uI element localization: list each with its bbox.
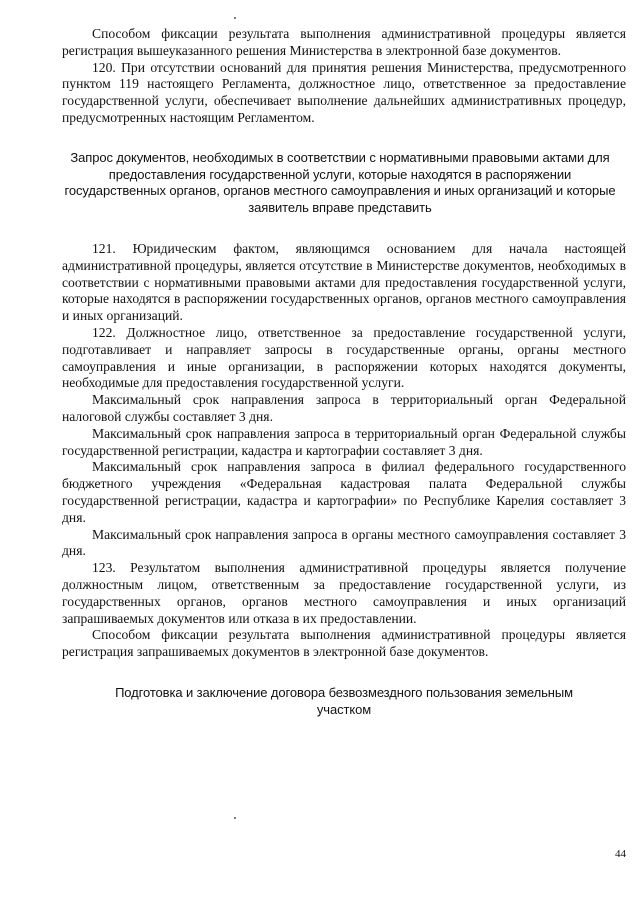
section-heading: Подготовка и заключение договора безвозмездного пользования земельным участком <box>115 684 573 717</box>
paragraph: 120. При отсутствии оснований для принятия решения Министерства, предусмотренного пунктом 119 настоящего Регламента, должностное лицо, ответственное за предоставление государственной услуги, обеспечивает выполнение дальнейших административных процедур, предусмотренных настоящим Регламентом. <box>62 59 626 125</box>
paragraph: 123. Результатом выполнения административной процедуры является получение должностным лицом, ответственным за предоставление государственной услуги, из государственных органов, органов местного самоуправления и иных организаций запрашиваемых документов или отказа в их предоставлении. <box>62 560 626 626</box>
paragraph: Максимальный срок направления запроса в органы местного самоуправления составляет 3 дня. <box>62 526 626 559</box>
paragraph: 121. Юридическим фактом, являющимся основанием для начала настоящей административной процедуры, является отсутствие в Министерстве документов, необходимых в соответствии с нормативными правовыми актами для предоставления государственной услуги, которые находятся в распоряжении государственных органов, органов местного самоуправления и иных организаций. <box>62 240 626 324</box>
paragraph: 122. Должностное лицо, ответственное за предоставление государственной услуги, подготавливает и направляет запросы в государственные органы, органы местного самоуправления и иные организации, в распоряжении которых находятся документы, необходимые для предоставления государственной услуги. <box>62 324 626 391</box>
paragraph: Способом фиксации результата выполнения административной процедуры является регистрация запрашиваемых документов в электронной базе документов. <box>62 627 626 660</box>
section-heading: Запрос документов, необходимых в соответствии с нормативными правовыми актами для предоставления государственной услуги, которые находятся в распоряжении государственных органов, органов местного самоуправления и иных организаций и которые заявитель вправе представить <box>64 149 616 216</box>
page-number: 44 <box>615 848 626 860</box>
scan-speck <box>234 817 236 819</box>
paragraph: Максимальный срок направления запроса в территориальный орган Федеральной службы государственной регистрации, кадастра и картографии составляет 3 дня. <box>62 425 626 458</box>
paragraph: Максимальный срок направления запроса в филиал федерального государственного бюджетного учреждения «Федеральная кадастровая палата Федеральной службы государственной регистрации, кадастра и картографии» по Республике Карелия составляет 3 дня. <box>62 459 626 525</box>
paragraph: Способом фиксации результата выполнения административной процедуры является регистрация вышеуказанного решения Министерства в электронной базе документов. <box>62 26 626 58</box>
paragraph: Максимальный срок направления запроса в территориальный орган Федеральной налоговой службы составляет 3 дня. <box>62 392 626 424</box>
scan-speck <box>234 17 236 19</box>
